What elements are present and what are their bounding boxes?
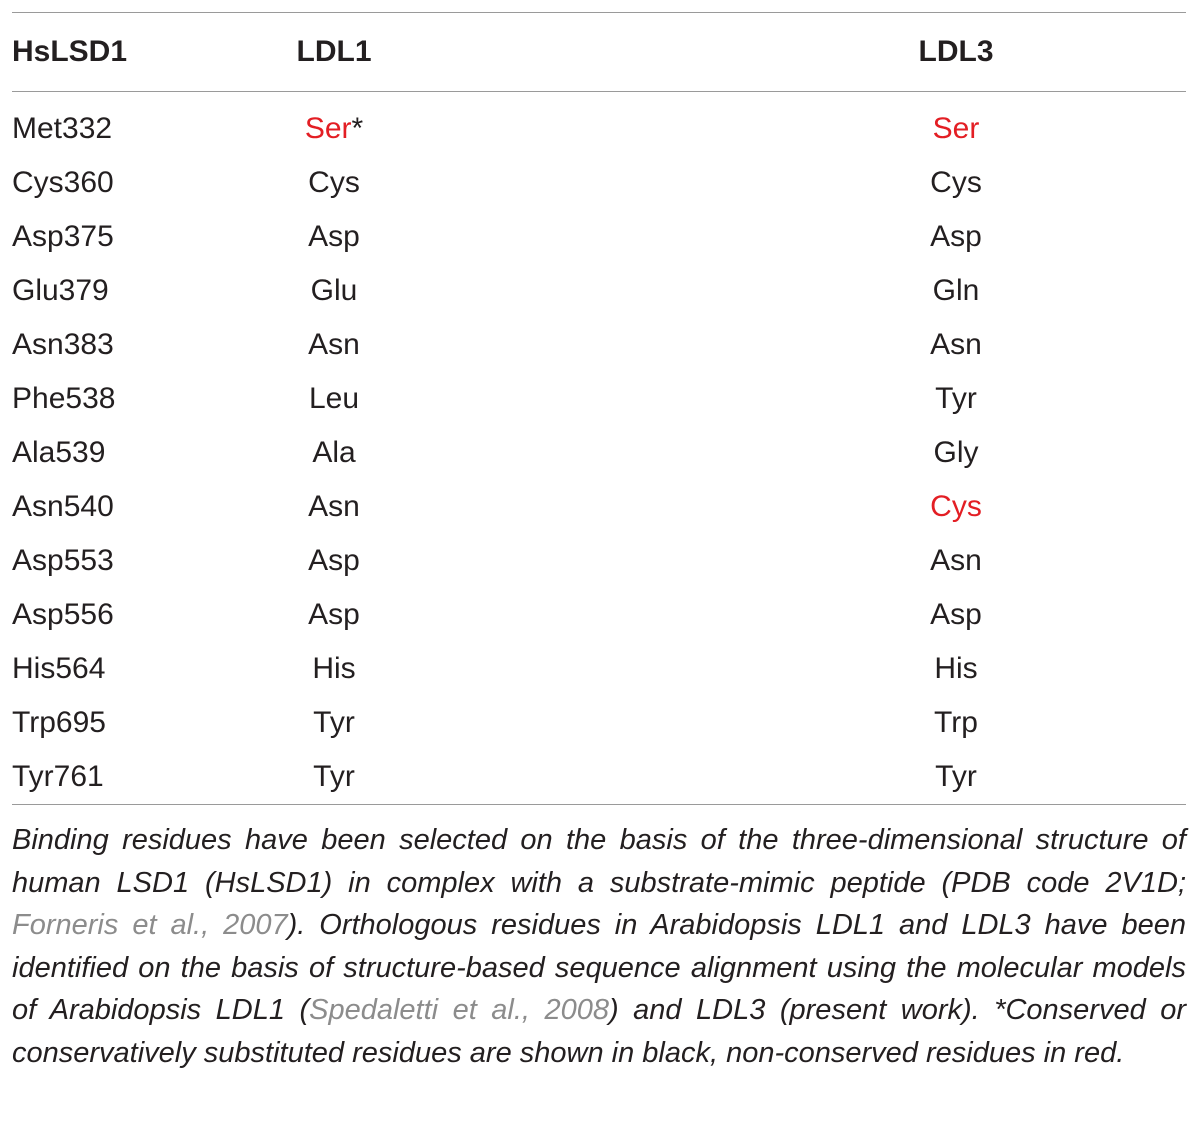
cell-ldl3-residue: Gly <box>933 436 979 469</box>
table-row <box>12 642 1186 696</box>
cell-ldl1-residue: Asp <box>308 220 360 253</box>
cell-ldl1 <box>202 642 726 696</box>
citation-spedaletti[interactable]: Spedaletti et al., 2008 <box>309 994 609 1026</box>
cell-ldl1-residue: Asn <box>308 490 360 523</box>
table-footnote <box>12 819 1186 1074</box>
cell-hslsd1: Asp556 <box>12 598 114 631</box>
cell-ldl3 <box>726 156 1186 210</box>
cell-ldl1-residue: Leu <box>308 382 360 415</box>
cell-ldl1 <box>202 588 726 642</box>
cell-ldl1 <box>202 750 726 804</box>
residue-table <box>12 13 1186 804</box>
cell-ldl1-mark: * <box>351 112 364 145</box>
cell-ldl1-residue: Asp <box>308 544 360 577</box>
cell-ldl3 <box>726 750 1186 804</box>
cell-ldl1 <box>202 318 726 372</box>
cell-hslsd1: Asn383 <box>12 328 114 361</box>
table-row <box>12 534 1186 588</box>
residue-table-container <box>12 12 1186 1103</box>
cell-ldl3-residue: Cys <box>930 490 982 523</box>
table-row <box>12 426 1186 480</box>
cell-ldl3 <box>726 318 1186 372</box>
cell-ldl3 <box>726 372 1186 426</box>
cell-ldl3-residue: Trp <box>934 706 978 739</box>
cell-ldl1 <box>202 156 726 210</box>
cell-ldl3-residue: Tyr <box>935 382 977 415</box>
cell-ldl3-residue: Gln <box>932 274 980 307</box>
cell-ldl3 <box>726 588 1186 642</box>
cell-ldl1 <box>202 426 726 480</box>
cell-ldl3 <box>726 264 1186 318</box>
footnote-text-2: ). Orthologous residues in Arabidopsis LDL1 and LDL3 have been identified on the basis of structure-based sequence alignment using the molecular models of Arabidopsis LDL1 ( <box>12 909 1186 1026</box>
cell-ldl3 <box>726 642 1186 696</box>
cell-ldl3-residue: Asn <box>930 544 982 577</box>
citation-forneris[interactable]: Forneris et al., 2007 <box>12 909 288 941</box>
cell-ldl3-residue: Cys <box>930 166 982 199</box>
cell-ldl3 <box>726 696 1186 750</box>
cell-ldl1-residue: Ala <box>312 436 356 469</box>
table-row <box>12 480 1186 534</box>
cell-ldl3-residue: His <box>934 652 978 685</box>
cell-ldl1 <box>202 480 726 534</box>
cell-hslsd1: Asn540 <box>12 490 114 523</box>
cell-ldl1-residue: Tyr <box>313 760 355 793</box>
footnote-text-3: ) and LDL3 (present work). *Conserved or conservatively substituted residues are shown in black, non-conserved residues in red. <box>12 994 1187 1069</box>
table-row <box>12 372 1186 426</box>
cell-hslsd1: Phe538 <box>12 382 116 415</box>
cell-ldl3 <box>726 426 1186 480</box>
cell-ldl1-residue: His <box>312 652 356 685</box>
header-row <box>12 13 1186 92</box>
cell-hslsd1: Asp375 <box>12 220 114 253</box>
table-row <box>12 696 1186 750</box>
cell-ldl3 <box>726 210 1186 264</box>
cell-ldl3 <box>726 480 1186 534</box>
cell-ldl1 <box>202 264 726 318</box>
table-row <box>12 318 1186 372</box>
table-row <box>12 92 1186 157</box>
cell-hslsd1: Asp553 <box>12 544 114 577</box>
table-body <box>12 92 1186 805</box>
cell-ldl1 <box>202 534 726 588</box>
cell-ldl1-residue: Asn <box>308 328 360 361</box>
table-row <box>12 210 1186 264</box>
table-row <box>12 156 1186 210</box>
cell-ldl1 <box>202 210 726 264</box>
table-row <box>12 264 1186 318</box>
cell-ldl1-residue: Ser <box>304 112 352 145</box>
header-hslsd1: HsLSD1 <box>12 35 128 68</box>
cell-hslsd1: His564 <box>12 652 106 685</box>
cell-hslsd1: Tyr761 <box>12 760 104 793</box>
cell-ldl3 <box>726 92 1186 157</box>
cell-hslsd1: Glu379 <box>12 274 109 307</box>
cell-ldl1-residue: Asp <box>308 598 360 631</box>
cell-ldl3-residue: Ser <box>932 112 980 145</box>
cell-hslsd1: Cys360 <box>12 166 114 199</box>
table-row <box>12 588 1186 642</box>
cell-ldl1-residue: Tyr <box>313 706 355 739</box>
cell-ldl1-residue: Cys <box>308 166 360 199</box>
cell-ldl1-residue: Glu <box>310 274 358 307</box>
cell-hslsd1: Trp695 <box>12 706 106 739</box>
cell-ldl1 <box>202 372 726 426</box>
footnote-text-1: Binding residues have been selected on the basis of the three-dimensional structure of human LSD1 (HsLSD1) in complex with a substrate-mimic peptide (PDB code 2V1D; <box>12 824 1186 899</box>
cell-hslsd1: Met332 <box>12 112 113 145</box>
cell-ldl3 <box>726 534 1186 588</box>
cell-hslsd1: Ala539 <box>12 436 106 469</box>
header-ldl3: LDL3 <box>918 35 994 68</box>
cell-ldl3-residue: Tyr <box>935 760 977 793</box>
bottom-rule <box>12 804 1186 805</box>
cell-ldl1 <box>202 92 726 157</box>
cell-ldl3-residue: Asn <box>930 328 982 361</box>
table-row <box>12 750 1186 804</box>
cell-ldl3-residue: Asp <box>930 220 982 253</box>
cell-ldl3-residue: Asp <box>930 598 982 631</box>
header-ldl1: LDL1 <box>296 35 372 68</box>
cell-ldl1 <box>202 696 726 750</box>
